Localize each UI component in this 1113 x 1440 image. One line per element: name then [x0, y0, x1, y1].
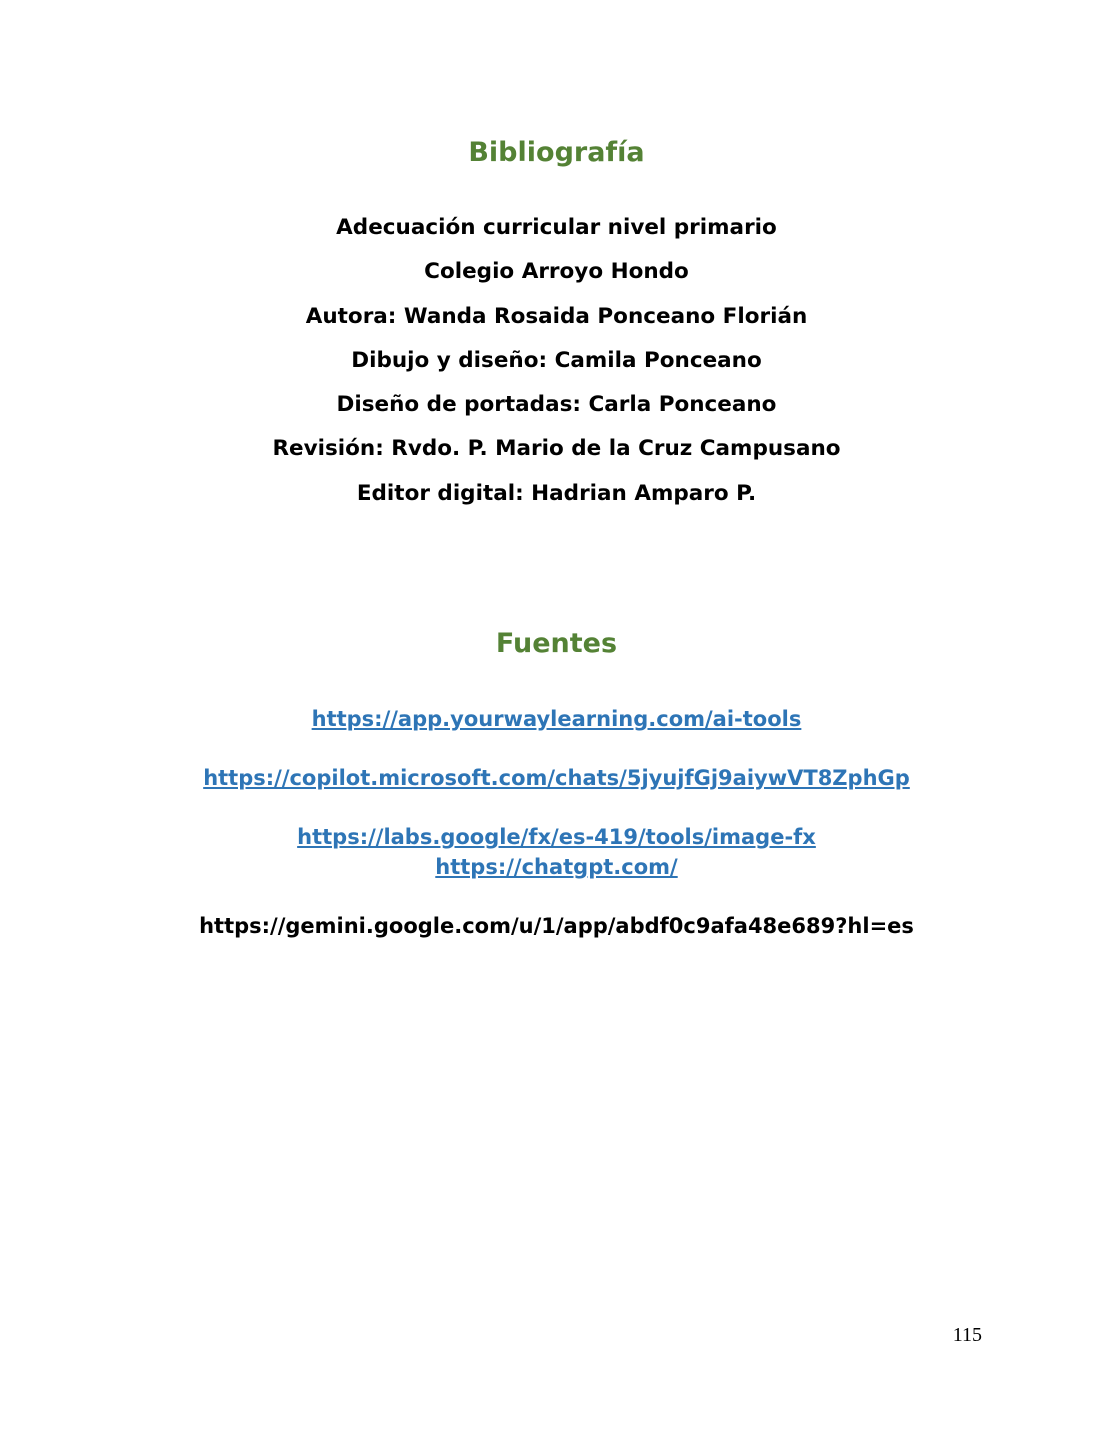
bibliografia-title: Bibliografía [468, 137, 645, 168]
source-link-container-1 [0, 704, 1113, 734]
source-url-gemini: https://gemini.google.com/u/1/app/abdf0c9afa48e689?hl=es [199, 914, 914, 938]
credits-list [0, 206, 1113, 516]
source-link-container-3 [0, 822, 1113, 882]
source-link-chatgpt[interactable]: https://chatgpt.com/ [435, 855, 678, 879]
fuentes-section [0, 627, 1113, 661]
credit-line-school: Colegio Arroyo Hondo [424, 259, 689, 285]
source-link-copilot[interactable]: https://copilot.microsoft.com/chats/5jyujfGj9aiywVT8ZphGp [203, 766, 910, 790]
source-plain-container [0, 911, 1113, 941]
bibliografia-section [0, 136, 1113, 170]
credit-line-drawing: Dibujo y diseño: Camila Ponceano [351, 347, 762, 373]
page-number: 115 [952, 1324, 982, 1346]
credit-line-review: Revisión: Rvdo. P. Mario de la Cruz Campusano [272, 436, 841, 462]
credit-line-title: Adecuación curricular nivel primario [336, 215, 777, 240]
credit-line-editor: Editor digital: Hadrian Amparo P. [356, 480, 757, 506]
source-link-yourwaylearning[interactable]: https://app.yourwaylearning.com/ai-tools [311, 707, 802, 731]
fuentes-title: Fuentes [495, 628, 618, 659]
source-link-imagefx[interactable]: https://labs.google/fx/es-419/tools/image-fx [297, 825, 816, 849]
credit-line-author: Autora: Wanda Rosaida Ponceano Florián [305, 303, 808, 329]
credit-line-covers: Diseño de portadas: Carla Ponceano [336, 392, 777, 418]
source-link-container-2 [0, 763, 1113, 793]
